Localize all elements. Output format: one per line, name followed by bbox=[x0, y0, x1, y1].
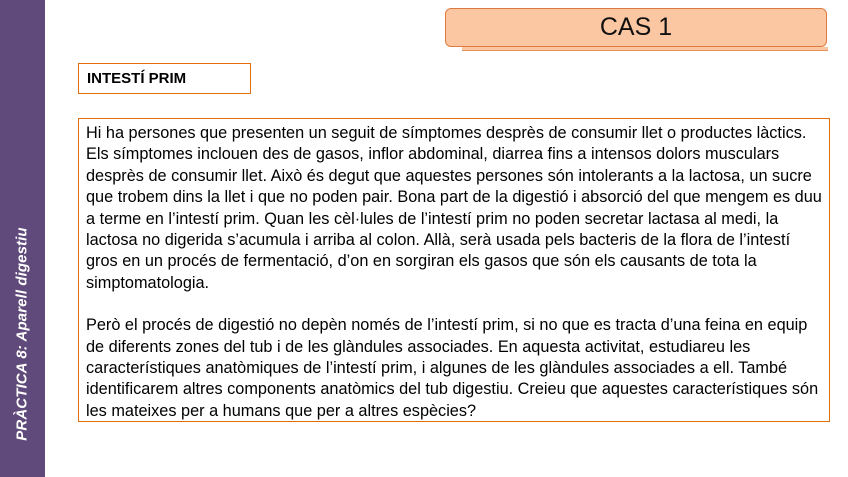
case-label-box bbox=[445, 8, 827, 47]
paragraph-activity: Però el procés de digestió no depèn només de l’intestí prim, si no que es tracta d’una feina en equip de diferents zones del tub i de les glàndules associades. En aquesta activitat, estudiareu les característiques anatòmiques de l’intestí prim, i algunes de les glàndules associades a ell. També identificarem altres components anatòmics del tub digestiu. Creieu que aquestes característiques són les mateixes per a humans que per a altres espècies? bbox=[86, 316, 819, 420]
case-description-box bbox=[78, 118, 830, 422]
sidebar-title: PRÀCTICA 8: Aparell digestiu bbox=[13, 227, 31, 441]
case-label: CAS 1 bbox=[599, 13, 673, 41]
sidebar bbox=[0, 0, 45, 477]
case-label-underline bbox=[462, 47, 828, 51]
paragraph-intro: Hi ha persones que presenten un seguit de símptomes desprès de consumir llet o productes làctics. Els símptomes inclouen des de gasos, inflor abdominal, diarrea fins a intensos dolors musculars desprès de consumir llet. Això és degut que aquestes persones són intolerants a la lactosa, un sucre que trobem dins la llet i que no poden pair. Bona part de la digestió i absorció del que mengem es duu a terme en l’intestí prim. Quan les cèl·lules de l’intestí prim no poden secretar lactasa al medi, la lactosa no digerida s’acumula i arriba al colon. Allà, serà usada pels bacteris de la flora de l’intestí gros en un procés de fermentació, d’on en sorgiran els gasos que són els causants de tota la simptomatologia. bbox=[86, 124, 822, 292]
section-title: INTESTÍ PRIM bbox=[78, 63, 251, 94]
